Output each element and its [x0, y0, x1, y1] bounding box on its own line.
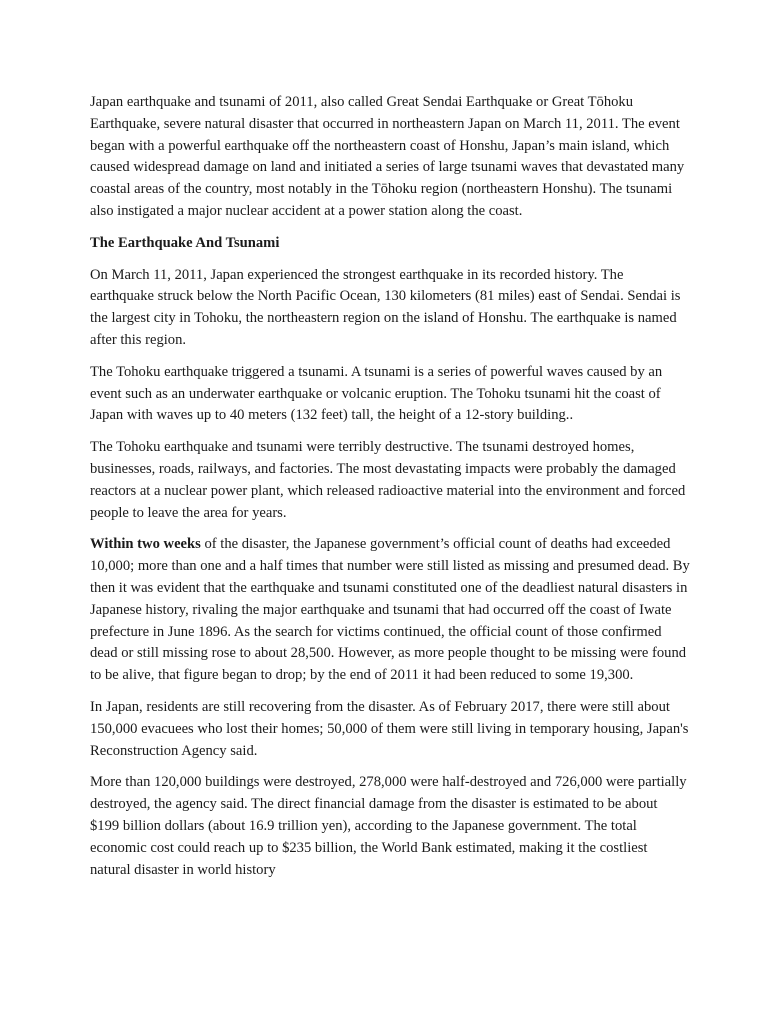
bold-lead-phrase: Within two weeks: [90, 536, 201, 553]
paragraph-destruction: The Tohoku earthquake and tsunami were terribly destructive. The tsunami destroyed homes, businesses, roads, railways, and factories. The most devastating impacts were probably the damaged reactors at a nuclear power plant, which released radioactive material into the environment and forced people to leave the area for years.: [90, 439, 686, 521]
section-heading: The Earthquake And Tsunami: [90, 234, 280, 251]
paragraph-tsunami-triggered: The Tohoku earthquake triggered a tsunami. A tsunami is a series of powerful waves caused by an event such as an underwater earthquake or volcanic eruption. The Tohoku tsunami hit the coast of Japan with waves up to 40 meters (132 feet) tall, the height of a 12-story building..: [90, 363, 663, 424]
paragraph-death-toll: [90, 534, 690, 687]
paragraph-strongest-earthquake: On March 11, 2011, Japan experienced the strongest earthquake in its recorded history. The earthquake struck below the North Pacific Ocean, 130 kilometers (81 miles) east of Sendai. Sendai is the largest city in Tohoku, the northeastern region on the island of Honshu. The earthquake is named after this region.: [90, 266, 681, 348]
death-toll-text: of the disaster, the Japanese government’s official count of deaths had exceeded 10,000; more than one and a half times that number were still listed as missing and presumed dead. By then it was evident that the earthquake and tsunami constituted one of the deadliest natural disasters in Japanese history, rivaling the major earthquake and tsunami that had occurred off the coast of Iwate prefecture in June 1896. As the search for victims continued, the official count of those confirmed dead or still missing rose to about 28,500. However, as more people thought to be missing were found to be alive, that figure began to drop; by the end of 2011 it had been reduced to some 19,300.: [90, 536, 690, 684]
paragraph-economic-cost: More than 120,000 buildings were destroyed, 278,000 were half-destroyed and 726,000 were partially destroyed, the agency said. The direct financial damage from the disaster is estimated to be about $199 billion dollars (about 16.9 trillion yen), according to the Japanese government. The total economic cost could reach up to $235 billion, the World Bank estimated, making it the costliest natural disaster in world history: [90, 774, 687, 878]
intro-paragraph: Japan earthquake and tsunami of 2011, also called Great Sendai Earthquake or Great Tōhoku Earthquake, severe natural disaster that occurred in northeastern Japan on March 11, 2011. The event began with a powerful earthquake off the northeastern coast of Honshu, Japan’s main island, which caused widespread damage on land and initiated a series of large tsunami waves that devastated many coastal areas of the country, most notably in the Tōhoku region (northeastern Honshu). The tsunami also instigated a major nuclear accident at a power station along the coast.: [90, 94, 685, 219]
paragraph-recovery: In Japan, residents are still recovering from the disaster. As of February 2017, there were still about 150,000 evacuees who lost their homes; 50,000 of them were still living in temporary housing, Japan's Reconstruction Agency said.: [90, 698, 689, 759]
document-page: [90, 92, 690, 891]
